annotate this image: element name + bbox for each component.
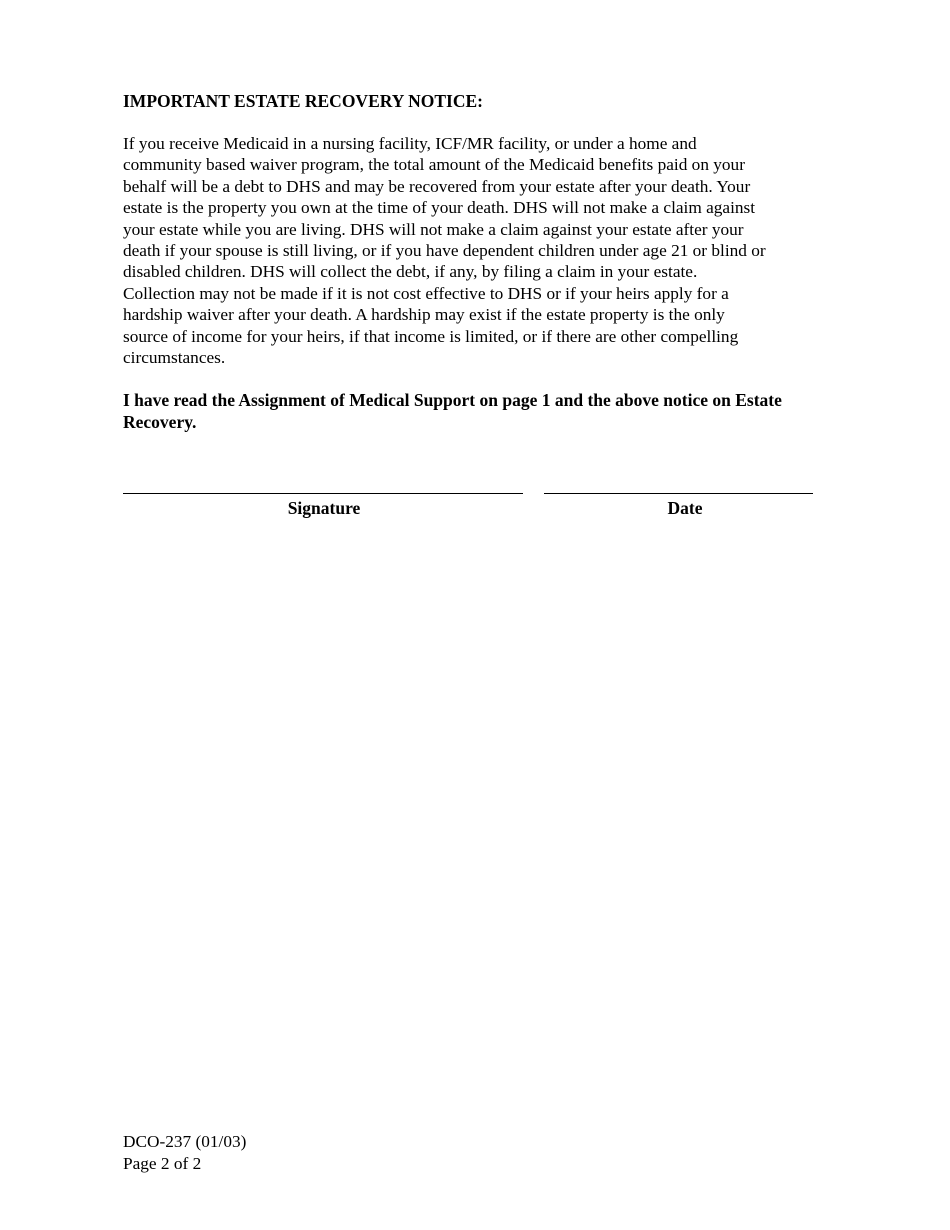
acknowledgement-line: I have read the Assignment of Medical Support on page 1 and the above notice on Estate	[123, 390, 782, 410]
acknowledgement-statement	[123, 389, 835, 433]
notice-line: death if your spouse is still living, or if you have dependent children under age 21 or blind or	[123, 241, 766, 261]
notice-line: source of income for your heirs, if that income is limited, or if there are other compelling	[123, 326, 739, 346]
page-footer	[123, 1131, 246, 1174]
notice-line: disabled children. DHS will collect the debt, if any, by filing a claim in your estate.	[123, 262, 698, 282]
notice-line: If you receive Medicaid in a nursing facility, ICF/MR facility, or under a home and	[123, 134, 697, 153]
estate-recovery-notice-paragraph	[123, 133, 835, 368]
acknowledgement-line: Recovery.	[123, 412, 197, 432]
signature-label: Signature	[287, 498, 361, 518]
notice-line: Collection may not be made if it is not cost effective to DHS or if your heirs apply for a	[123, 283, 729, 303]
date-line[interactable]	[544, 493, 813, 494]
notice-line: your estate while you are living. DHS will not make a claim against your estate after your	[123, 219, 744, 239]
notice-line: estate is the property you own at the time of your death. DHS will not make a claim against	[123, 198, 756, 218]
notice-line: community based waiver program, the total amount of the Medicaid benefits paid on your	[123, 155, 745, 175]
form-number: DCO-237 (01/03)	[123, 1132, 247, 1151]
notice-line: circumstances.	[123, 348, 226, 368]
date-label: Date	[667, 498, 703, 518]
notice-heading: IMPORTANT ESTATE RECOVERY NOTICE:	[123, 91, 483, 111]
signature-line[interactable]	[123, 493, 523, 494]
notice-line: behalf will be a debt to DHS and may be recovered from your estate after your death. Your	[123, 176, 751, 196]
notice-line: hardship waiver after your death. A hardship may exist if the estate property is the only	[123, 305, 725, 325]
page-indicator: Page 2 of 2	[123, 1153, 202, 1173]
